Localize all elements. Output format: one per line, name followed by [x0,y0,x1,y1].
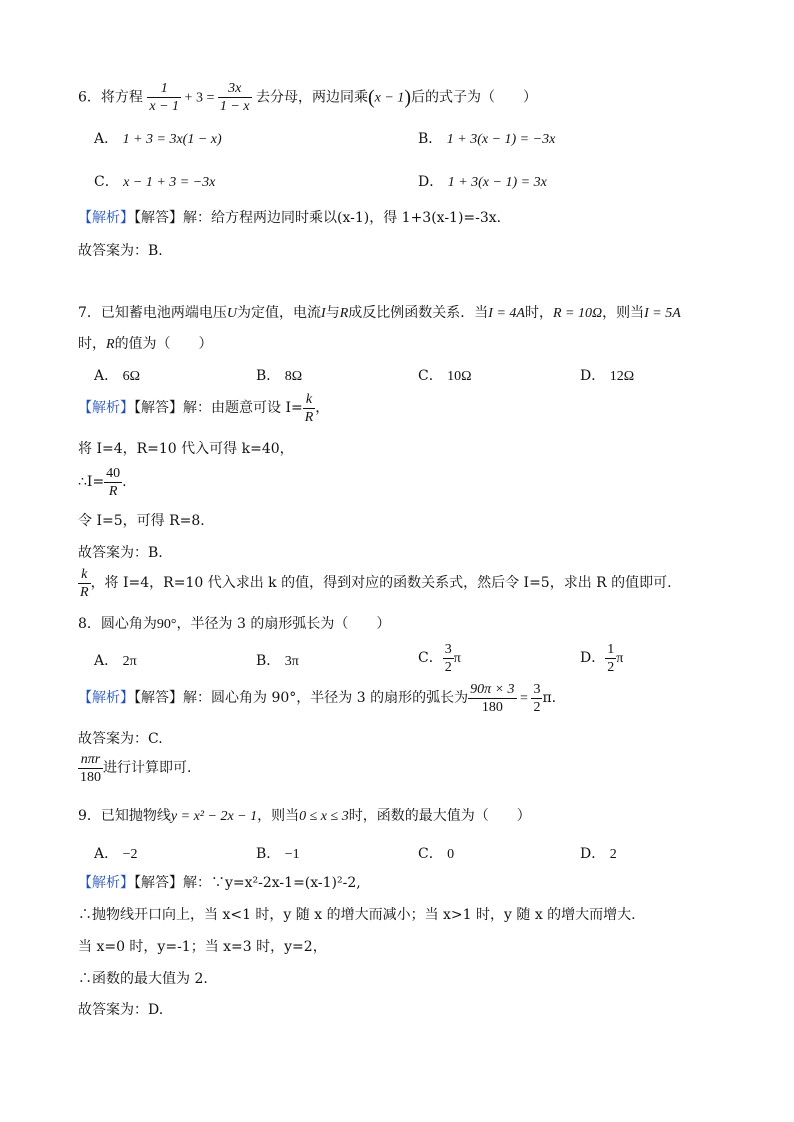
q6-option-c[interactable]: C． x − 1 + 3 = −3x [94,174,216,190]
q8-option-c[interactable]: C． $\frac{3}{2}$ π [418,641,461,675]
q6-lhs-fraction: $\frac{1}{x - 1}$ [149,81,180,114]
q6-option-d[interactable]: D． 1 + 3(x − 1) = 3x [418,174,547,190]
answer-tag: 【解答】 [134,210,183,226]
q8-option-b[interactable]: B． 3π [256,653,299,669]
q9-step3: 当 x=0 时，y=-1；当 x=3 时，y=2， [78,939,327,955]
q8-note-fraction: $\frac{\text{nπr}}{180}$ [80,751,101,785]
q7-stem-line1: 7．已知蓄电池两端电压U为定值，电流I与R成反比例函数关系．当I = 4A时，R = 10Ω，则当I = 5A [78,305,681,321]
q9-analysis: 【解析】【解答】解：∵y=x²-2x-1=(x-1)²-2, [78,875,361,891]
q8-note: $\frac{\text{nπr}}{180}$ 进行计算即可. [80,751,192,785]
q9-option-d[interactable]: D． 2 [580,846,617,862]
q8-stem: 8．圆心角为90°，半径为 3 的扇形弧长为（ ） [78,616,391,632]
q9-answer: 故答案为：D. [78,1002,164,1018]
q7-analysis: 【解析】【解答】解：由题意可设 I= $\frac{k}{R}$ ， [78,391,330,425]
q8-option-a[interactable]: A． 2π [94,653,137,669]
q9-option-a[interactable]: A． −2 [94,846,138,862]
q7-step3: ∴I= $\frac{40}{R}$ . [78,465,127,499]
q8-result-fraction: $\frac{3}{2}$ [533,681,541,715]
q9-option-c[interactable]: C． 0 [418,846,455,862]
q8-answer: 故答案为：C. [78,731,163,747]
q6-plus3: + 3 = [181,90,218,106]
q6-rhs-fraction: $\frac{3x}{1 - x}$ [219,81,250,114]
q7-step2: 将 I=4，R=10 代入可得 k=40， [78,441,294,457]
q8-calc-fraction: $\frac{90\pi \times 3}{180}$ [470,681,515,715]
q6-answer: 故答案为：B. [78,243,163,259]
q7-k-over-r: $\frac{k}{R}$ [304,391,314,425]
q7-40-over-r: $\frac{40}{R}$ [106,465,121,499]
q9-option-b[interactable]: B． −1 [256,846,300,862]
q7-answer: 故答案为：B. [78,545,163,561]
q6-analysis: 【解析】【解答】解：给方程两边同时乘以(x-1)，得 1+3(x-1)=-3x. [78,210,502,226]
q7-option-d[interactable]: D． 12Ω [580,368,635,384]
q6-number: 6． [78,89,101,106]
q7-note-fraction: $\frac{k}{R}$ [80,566,89,600]
q7-option-a[interactable]: A． 6Ω [94,368,140,384]
q6-stem: 6．将方程 $\frac{1}{x - 1}$ + 3 = $\frac{3x}{1 - x}$ 去分母，两边同乘(x − 1)后的式子为（ ） [78,81,537,114]
q9-stem: 9．已知抛物线y = x² − 2x − 1，则当0 ≤ x ≤ 3时，函数的最大值为（ ） [78,808,531,824]
q6-option-a[interactable]: A． 1 + 3 = 3x(1 − x) [94,131,222,147]
q6-stem-pre: 将方程 [100,89,143,106]
q7-step4: 令 I=5，可得 R=8. [78,513,205,529]
q8-option-d[interactable]: D． $\frac{1}{2}$ π [580,641,624,675]
q9-step2: ∴抛物线开口向上，当 x<1 时，y 随 x 的增大而减小；当 x>1 时，y 随 x 的增大而增大. [78,907,636,923]
q6-factor: x − 1 [374,90,405,106]
q6-stem-mid: 去分母，两边同乘 [251,89,368,106]
q7-note: $\frac{k}{R}$ ，将 I=4，R=10 代入求出 k 的值，得到对应的函数关系式，然后令 I=5，求出 R 的值即可. [80,566,672,600]
q6-stem-post: 后的式子为（ ） [410,89,537,106]
q9-step4: ∴函数的最大值为 2. [78,971,208,987]
q7-stem-line2: 时，R的值为（ ） [78,336,213,352]
q8-analysis: 【解析】【解答】解：圆心角为 90°，半径为 3 的扇形的弧长为 $\frac{90\pi \times 3}{180}$ = $\frac{3}{2}$ π. [78,681,557,715]
q7-option-c[interactable]: C． 10Ω [418,368,472,384]
analysis-tag: 【解析】 [78,210,134,226]
q7-option-b[interactable]: B． 8Ω [256,368,303,384]
q6-option-b[interactable]: B． 1 + 3(x − 1) = −3x [418,131,556,147]
